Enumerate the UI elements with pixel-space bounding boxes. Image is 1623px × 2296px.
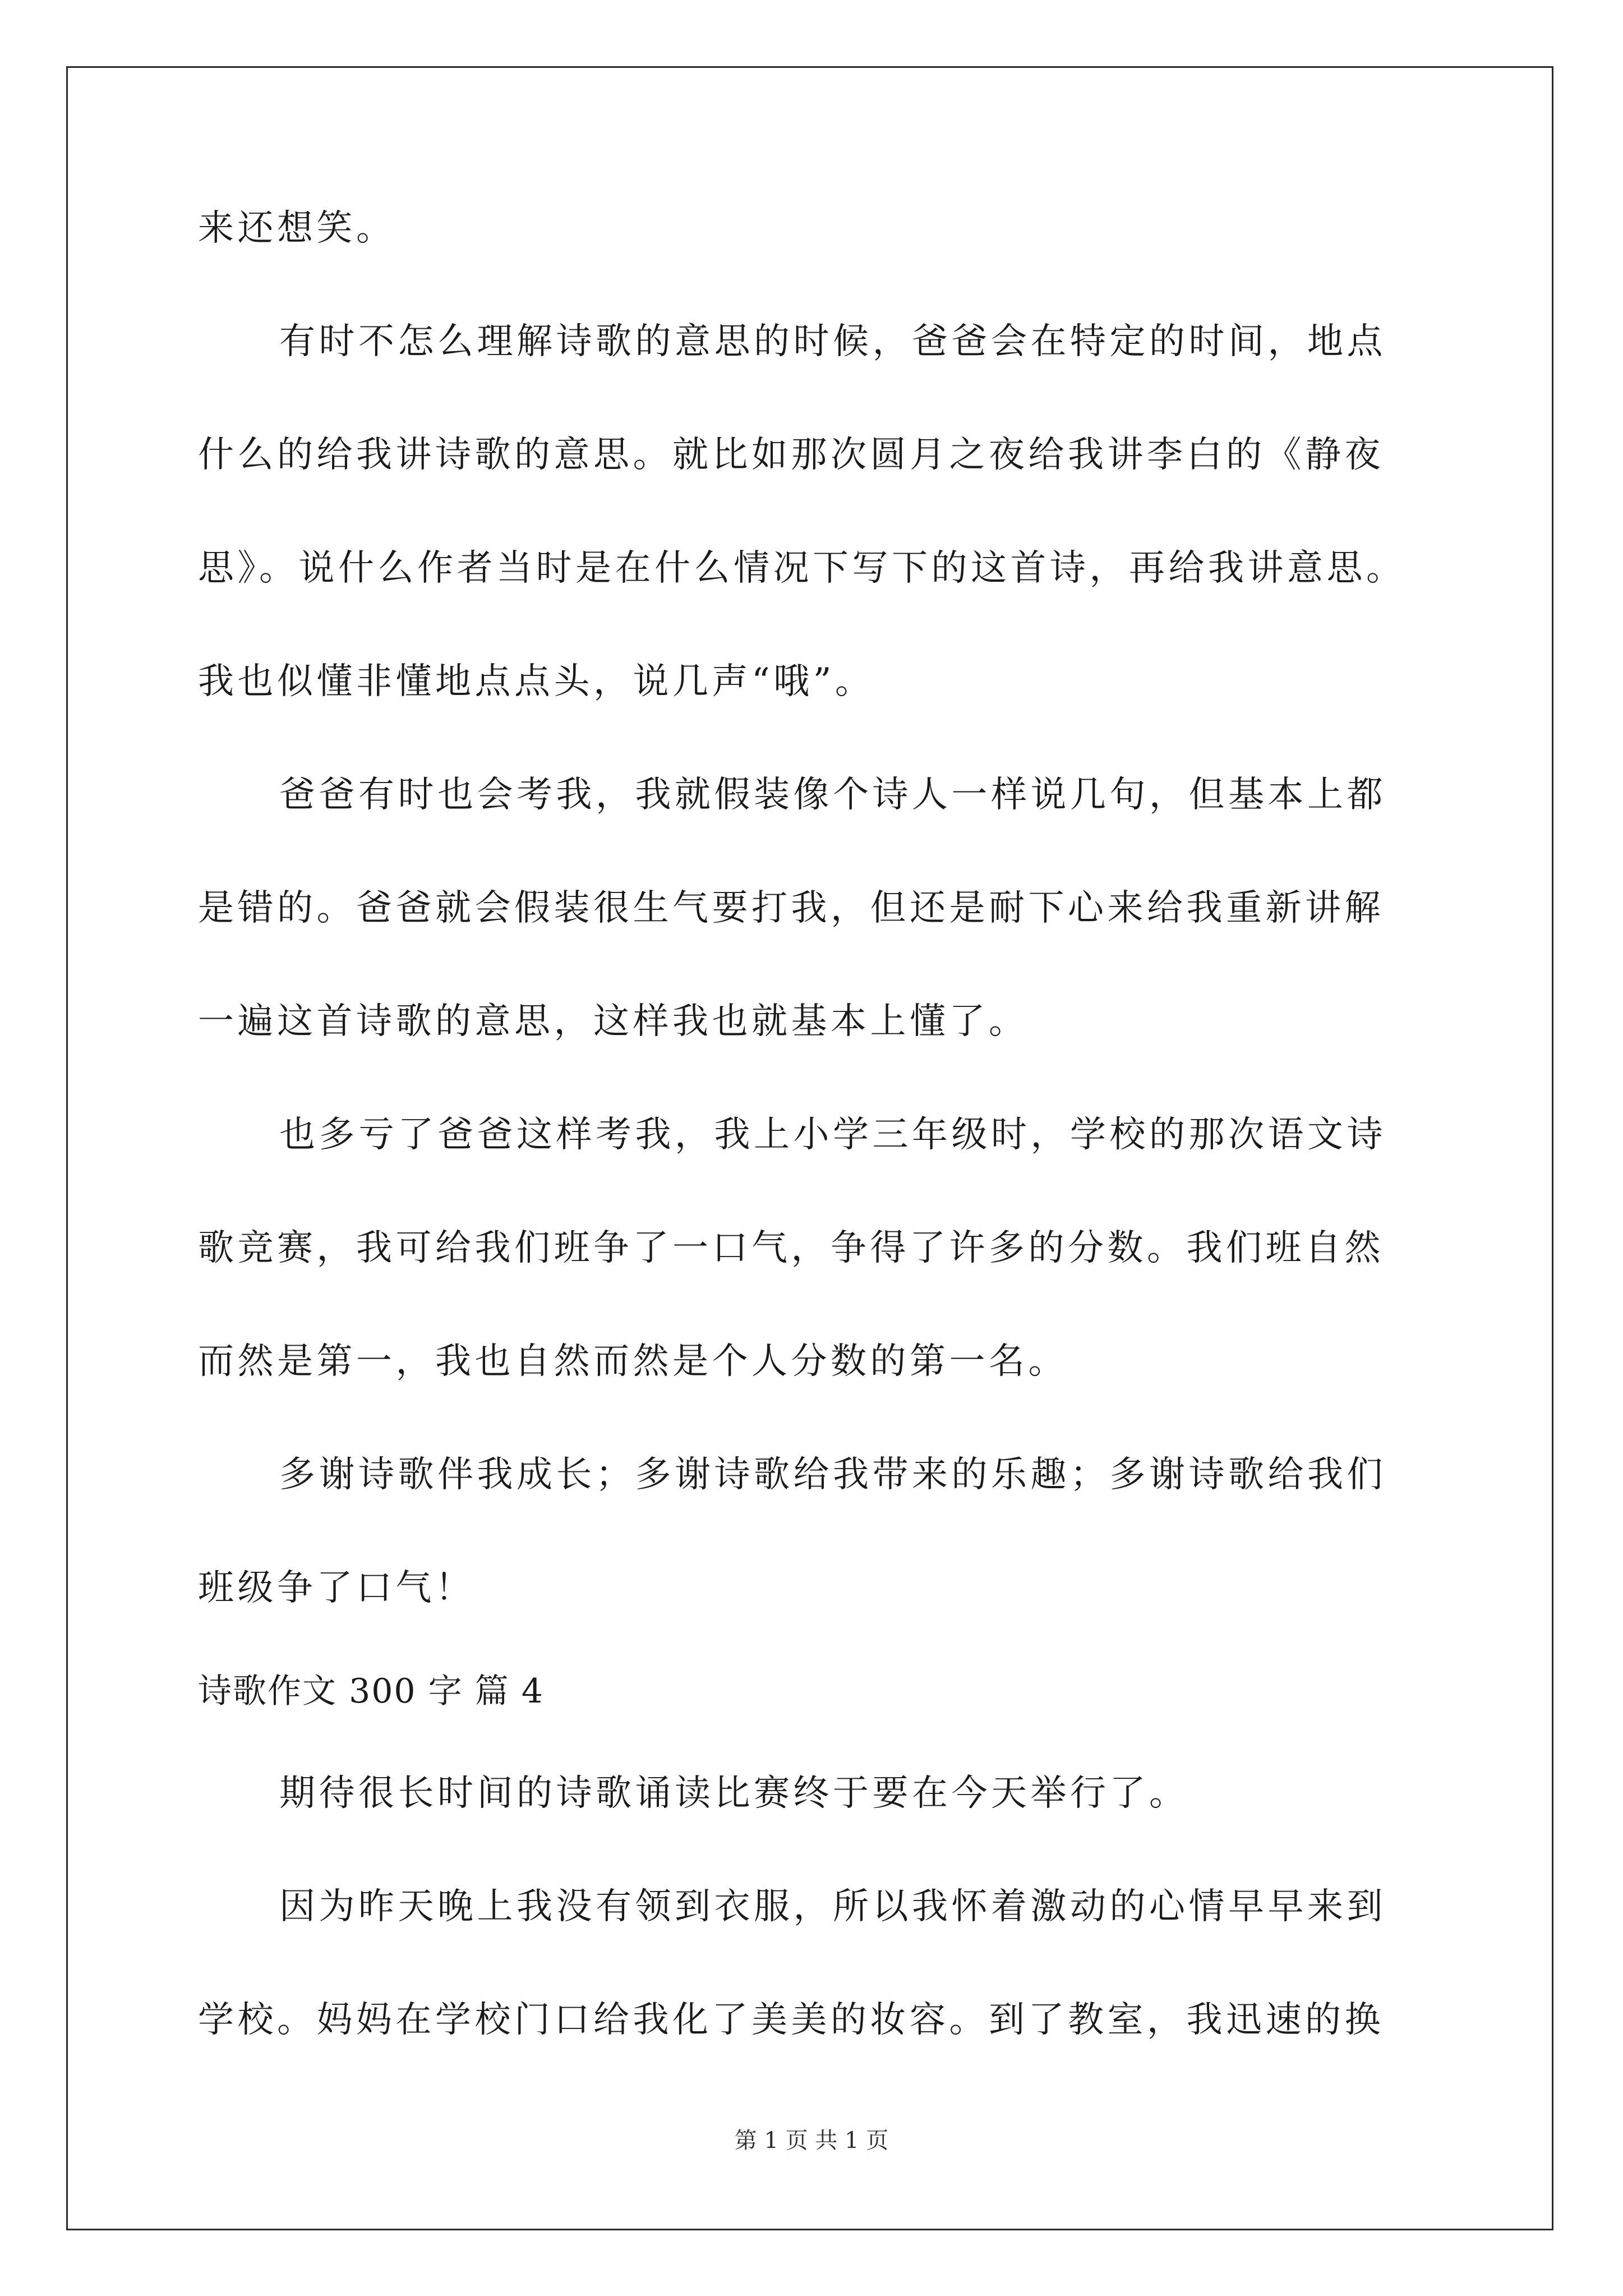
section-heading: 诗歌作文 300 字 篇 4 xyxy=(198,1672,544,1711)
text-line: 来还想笑。 xyxy=(198,208,396,249)
text-line: 是错的。爸爸就会假装很生气要打我，但还是耐下心来给我重新讲解 xyxy=(198,887,1384,929)
paragraph-line: 期待很长时间的诗歌诵读比赛终于要在今天举行了。 xyxy=(279,1773,1189,1814)
text-line: 歌竞赛，我可给我们班争了一口气，争得了许多的分数。我们班自然 xyxy=(198,1227,1384,1269)
paragraph-line: 多谢诗歌伴我成长；多谢诗歌给我带来的乐趣；多谢诗歌给我们 xyxy=(279,1454,1386,1496)
paragraph-line: 也多亏了爸爸这样考我，我上小学三年级时，学校的那次语文诗 xyxy=(279,1114,1386,1156)
page-footer: 第 1 页 共 1 页 xyxy=(734,2128,889,2154)
paragraph-line: 因为昨天晚上我没有领到衣服，所以我怀着激动的心情早早来到 xyxy=(279,1886,1386,1927)
paragraph-line: 有时不怎么理解诗歌的意思的时候，爸爸会在特定的时间，地点 xyxy=(279,321,1386,362)
text-line: 而然是第一，我也自然而然是个人分数的第一名。 xyxy=(198,1341,1068,1382)
text-line: 班级争了口气！ xyxy=(198,1567,475,1609)
text-line: 一遍这首诗歌的意思，这样我也就基本上懂了。 xyxy=(198,1001,1029,1042)
text-line: 思》。说什么作者当时是在什么情况下写下的这首诗，再给我讲意思。 xyxy=(198,547,1406,589)
text-line: 什么的给我讲诗歌的意思。就比如那次圆月之夜给我讲李白的《静夜 xyxy=(198,434,1384,476)
text-line: 我也似懂非懂地点点头，说几声“哦”。 xyxy=(198,661,875,702)
paragraph-line: 爸爸有时也会考我，我就假装像个诗人一样说几句，但基本上都 xyxy=(279,774,1386,816)
text-line: 学校。妈妈在学校门口给我化了美美的妆容。到了教室，我迅速的换 xyxy=(198,1999,1384,2041)
